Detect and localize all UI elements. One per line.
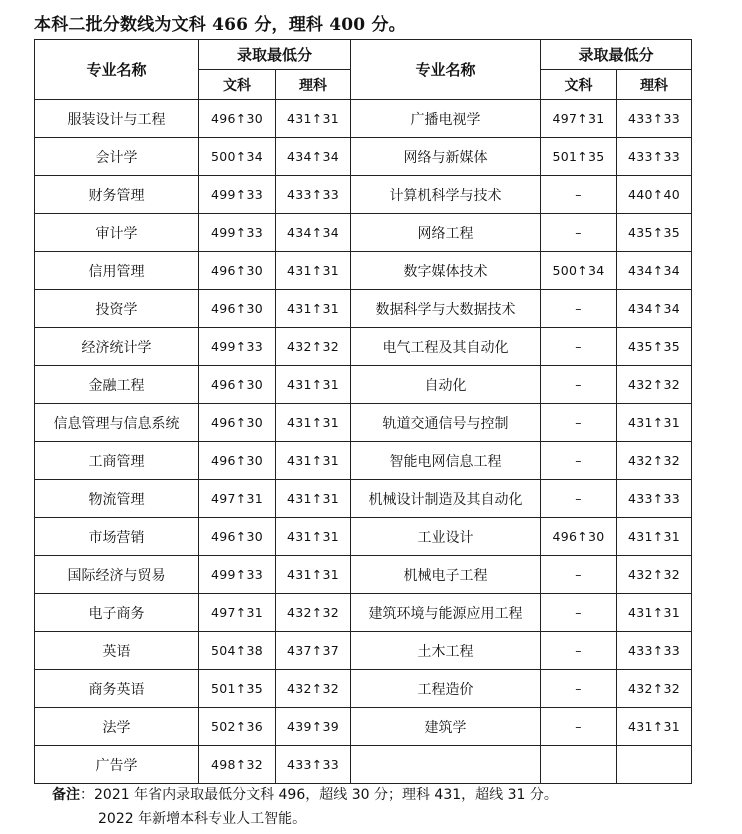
major-name-cell: 英语 bbox=[35, 632, 199, 670]
arts-score-cell: 497↑31 bbox=[541, 100, 617, 138]
arts-score-cell: 496↑30 bbox=[199, 518, 276, 556]
table-row bbox=[35, 366, 692, 404]
science-score-cell: 431↑31 bbox=[276, 480, 351, 518]
science-score-cell: 432↑32 bbox=[276, 328, 351, 366]
major-name-cell: 商务英语 bbox=[35, 670, 199, 708]
notes-label: 备注 bbox=[52, 787, 80, 803]
major-name-cell: 数据科学与大数据技术 bbox=[351, 290, 541, 328]
science-score-cell: 434↑34 bbox=[276, 214, 351, 252]
major-name-cell: 建筑环境与能源应用工程 bbox=[351, 594, 541, 632]
table-row bbox=[35, 252, 692, 290]
arts-score-cell: 497↑31 bbox=[199, 594, 276, 632]
arts-score-cell: 496↑30 bbox=[199, 100, 276, 138]
arts-score-cell: – bbox=[541, 556, 617, 594]
science-score-cell: 431↑31 bbox=[276, 556, 351, 594]
right-science-header: 理科 bbox=[617, 70, 692, 100]
arts-score-cell: – bbox=[541, 632, 617, 670]
table-row bbox=[35, 328, 692, 366]
science-score-cell: 431↑31 bbox=[617, 708, 692, 746]
major-name-cell: 广播电视学 bbox=[351, 100, 541, 138]
science-score-cell: 431↑31 bbox=[276, 100, 351, 138]
science-score-cell: 433↑33 bbox=[617, 480, 692, 518]
science-score-cell: 431↑31 bbox=[617, 594, 692, 632]
arts-score-cell: – bbox=[541, 290, 617, 328]
table-row bbox=[35, 480, 692, 518]
left-major-header: 专业名称 bbox=[35, 40, 199, 100]
major-name-cell: 会计学 bbox=[35, 138, 199, 176]
major-name-cell: 广告学 bbox=[35, 746, 199, 784]
science-score-cell: 435↑35 bbox=[617, 214, 692, 252]
major-name-cell: 网络与新媒体 bbox=[351, 138, 541, 176]
arts-score-cell: 496↑30 bbox=[199, 366, 276, 404]
arts-score-cell: 499↑33 bbox=[199, 176, 276, 214]
table-row bbox=[35, 404, 692, 442]
major-name-cell: 市场营销 bbox=[35, 518, 199, 556]
science-score-cell: 432↑32 bbox=[617, 442, 692, 480]
major-name-cell: 投资学 bbox=[35, 290, 199, 328]
arts-score-cell: 499↑33 bbox=[199, 214, 276, 252]
table-row bbox=[35, 518, 692, 556]
major-name-cell: 机械设计制造及其自动化 bbox=[351, 480, 541, 518]
science-score-cell: 435↑35 bbox=[617, 328, 692, 366]
table-row bbox=[35, 138, 692, 176]
science-score-cell: 433↑33 bbox=[617, 138, 692, 176]
major-name-cell: 工商管理 bbox=[35, 442, 199, 480]
science-score-cell: 434↑34 bbox=[617, 290, 692, 328]
notes-line-1 bbox=[52, 783, 558, 807]
notes-text-1: ：2021 年省内录取最低分文科 496，超线 30 分；理科 431，超线 31 分。 bbox=[80, 787, 558, 803]
major-name-cell: 建筑学 bbox=[351, 708, 541, 746]
arts-score-cell: – bbox=[541, 214, 617, 252]
arts-score-cell: 496↑30 bbox=[199, 442, 276, 480]
arts-score-cell: 500↑34 bbox=[541, 252, 617, 290]
left-arts-header: 文科 bbox=[199, 70, 276, 100]
major-name-cell: 工程造价 bbox=[351, 670, 541, 708]
major-name-cell: 自动化 bbox=[351, 366, 541, 404]
arts-score-cell: 496↑30 bbox=[199, 404, 276, 442]
major-name-cell: 信息管理与信息系统 bbox=[35, 404, 199, 442]
major-name-cell: 经济统计学 bbox=[35, 328, 199, 366]
arts-score-cell: 502↑36 bbox=[199, 708, 276, 746]
major-name-cell: 审计学 bbox=[35, 214, 199, 252]
admission-score-table bbox=[34, 39, 692, 784]
table-row bbox=[35, 632, 692, 670]
science-score-cell: 431↑31 bbox=[276, 518, 351, 556]
science-score-cell: 433↑33 bbox=[617, 632, 692, 670]
right-min-score-header: 录取最低分 bbox=[541, 40, 692, 70]
left-science-header: 理科 bbox=[276, 70, 351, 100]
arts-score-cell bbox=[541, 746, 617, 784]
arts-score-cell: – bbox=[541, 708, 617, 746]
science-score-cell: 431↑31 bbox=[276, 366, 351, 404]
arts-score-cell: 499↑33 bbox=[199, 328, 276, 366]
science-score-cell: 432↑32 bbox=[617, 556, 692, 594]
left-min-score-header: 录取最低分 bbox=[199, 40, 351, 70]
major-name-cell: 轨道交通信号与控制 bbox=[351, 404, 541, 442]
science-score-cell: 440↑40 bbox=[617, 176, 692, 214]
major-name-cell: 网络工程 bbox=[351, 214, 541, 252]
arts-score-cell: – bbox=[541, 480, 617, 518]
science-score-cell: 437↑37 bbox=[276, 632, 351, 670]
major-name-cell: 法学 bbox=[35, 708, 199, 746]
arts-score-cell: 496↑30 bbox=[199, 290, 276, 328]
table-row bbox=[35, 708, 692, 746]
arts-score-cell: – bbox=[541, 670, 617, 708]
major-name-cell: 土木工程 bbox=[351, 632, 541, 670]
arts-score-cell: 501↑35 bbox=[199, 670, 276, 708]
major-name-cell: 国际经济与贸易 bbox=[35, 556, 199, 594]
science-score-cell: 432↑32 bbox=[276, 594, 351, 632]
major-name-cell: 智能电网信息工程 bbox=[351, 442, 541, 480]
table-row bbox=[35, 556, 692, 594]
table-row bbox=[35, 746, 692, 784]
science-score-cell: 431↑31 bbox=[276, 252, 351, 290]
table-row bbox=[35, 100, 692, 138]
arts-score-cell: – bbox=[541, 404, 617, 442]
table-row bbox=[35, 442, 692, 480]
major-name-cell: 机械电子工程 bbox=[351, 556, 541, 594]
notes-line-2: 2022 年新增本科专业人工智能。 bbox=[98, 811, 307, 827]
right-major-header: 专业名称 bbox=[351, 40, 541, 100]
arts-score-cell: – bbox=[541, 176, 617, 214]
major-name-cell: 数字媒体技术 bbox=[351, 252, 541, 290]
major-name-cell: 财务管理 bbox=[35, 176, 199, 214]
table-row bbox=[35, 670, 692, 708]
science-score-cell: 434↑34 bbox=[276, 138, 351, 176]
arts-score-cell: 497↑31 bbox=[199, 480, 276, 518]
arts-score-cell: – bbox=[541, 594, 617, 632]
major-name-cell: 信用管理 bbox=[35, 252, 199, 290]
table-row bbox=[35, 214, 692, 252]
major-name-cell: 计算机科学与技术 bbox=[351, 176, 541, 214]
table-row bbox=[35, 594, 692, 632]
science-score-cell: 433↑33 bbox=[276, 176, 351, 214]
table-row bbox=[35, 290, 692, 328]
arts-score-cell: – bbox=[541, 442, 617, 480]
major-name-cell: 物流管理 bbox=[35, 480, 199, 518]
right-arts-header: 文科 bbox=[541, 70, 617, 100]
major-name-cell: 电气工程及其自动化 bbox=[351, 328, 541, 366]
arts-score-cell: 498↑32 bbox=[199, 746, 276, 784]
major-name-cell bbox=[351, 746, 541, 784]
major-name-cell: 服装设计与工程 bbox=[35, 100, 199, 138]
arts-score-cell: 496↑30 bbox=[541, 518, 617, 556]
major-name-cell: 金融工程 bbox=[35, 366, 199, 404]
arts-score-cell: 500↑34 bbox=[199, 138, 276, 176]
science-score-cell: 432↑32 bbox=[276, 670, 351, 708]
arts-score-cell: 504↑38 bbox=[199, 632, 276, 670]
science-score-cell: 433↑33 bbox=[617, 100, 692, 138]
science-score-cell: 439↑39 bbox=[276, 708, 351, 746]
arts-score-cell: 501↑35 bbox=[541, 138, 617, 176]
major-name-cell: 工业设计 bbox=[351, 518, 541, 556]
science-score-cell: 433↑33 bbox=[276, 746, 351, 784]
science-score-cell: 434↑34 bbox=[617, 252, 692, 290]
arts-score-cell: – bbox=[541, 366, 617, 404]
arts-score-cell: – bbox=[541, 328, 617, 366]
science-score-cell: 431↑31 bbox=[276, 290, 351, 328]
arts-score-cell: 496↑30 bbox=[199, 252, 276, 290]
science-score-cell: 431↑31 bbox=[276, 442, 351, 480]
page-title: 本科二批分数线为文科 466 分，理科 400 分。 bbox=[34, 15, 406, 35]
notes bbox=[52, 783, 558, 831]
science-score-cell bbox=[617, 746, 692, 784]
table-row bbox=[35, 176, 692, 214]
science-score-cell: 431↑31 bbox=[276, 404, 351, 442]
science-score-cell: 431↑31 bbox=[617, 518, 692, 556]
science-score-cell: 431↑31 bbox=[617, 404, 692, 442]
table-body bbox=[35, 100, 692, 784]
science-score-cell: 432↑32 bbox=[617, 670, 692, 708]
science-score-cell: 432↑32 bbox=[617, 366, 692, 404]
arts-score-cell: 499↑33 bbox=[199, 556, 276, 594]
major-name-cell: 电子商务 bbox=[35, 594, 199, 632]
